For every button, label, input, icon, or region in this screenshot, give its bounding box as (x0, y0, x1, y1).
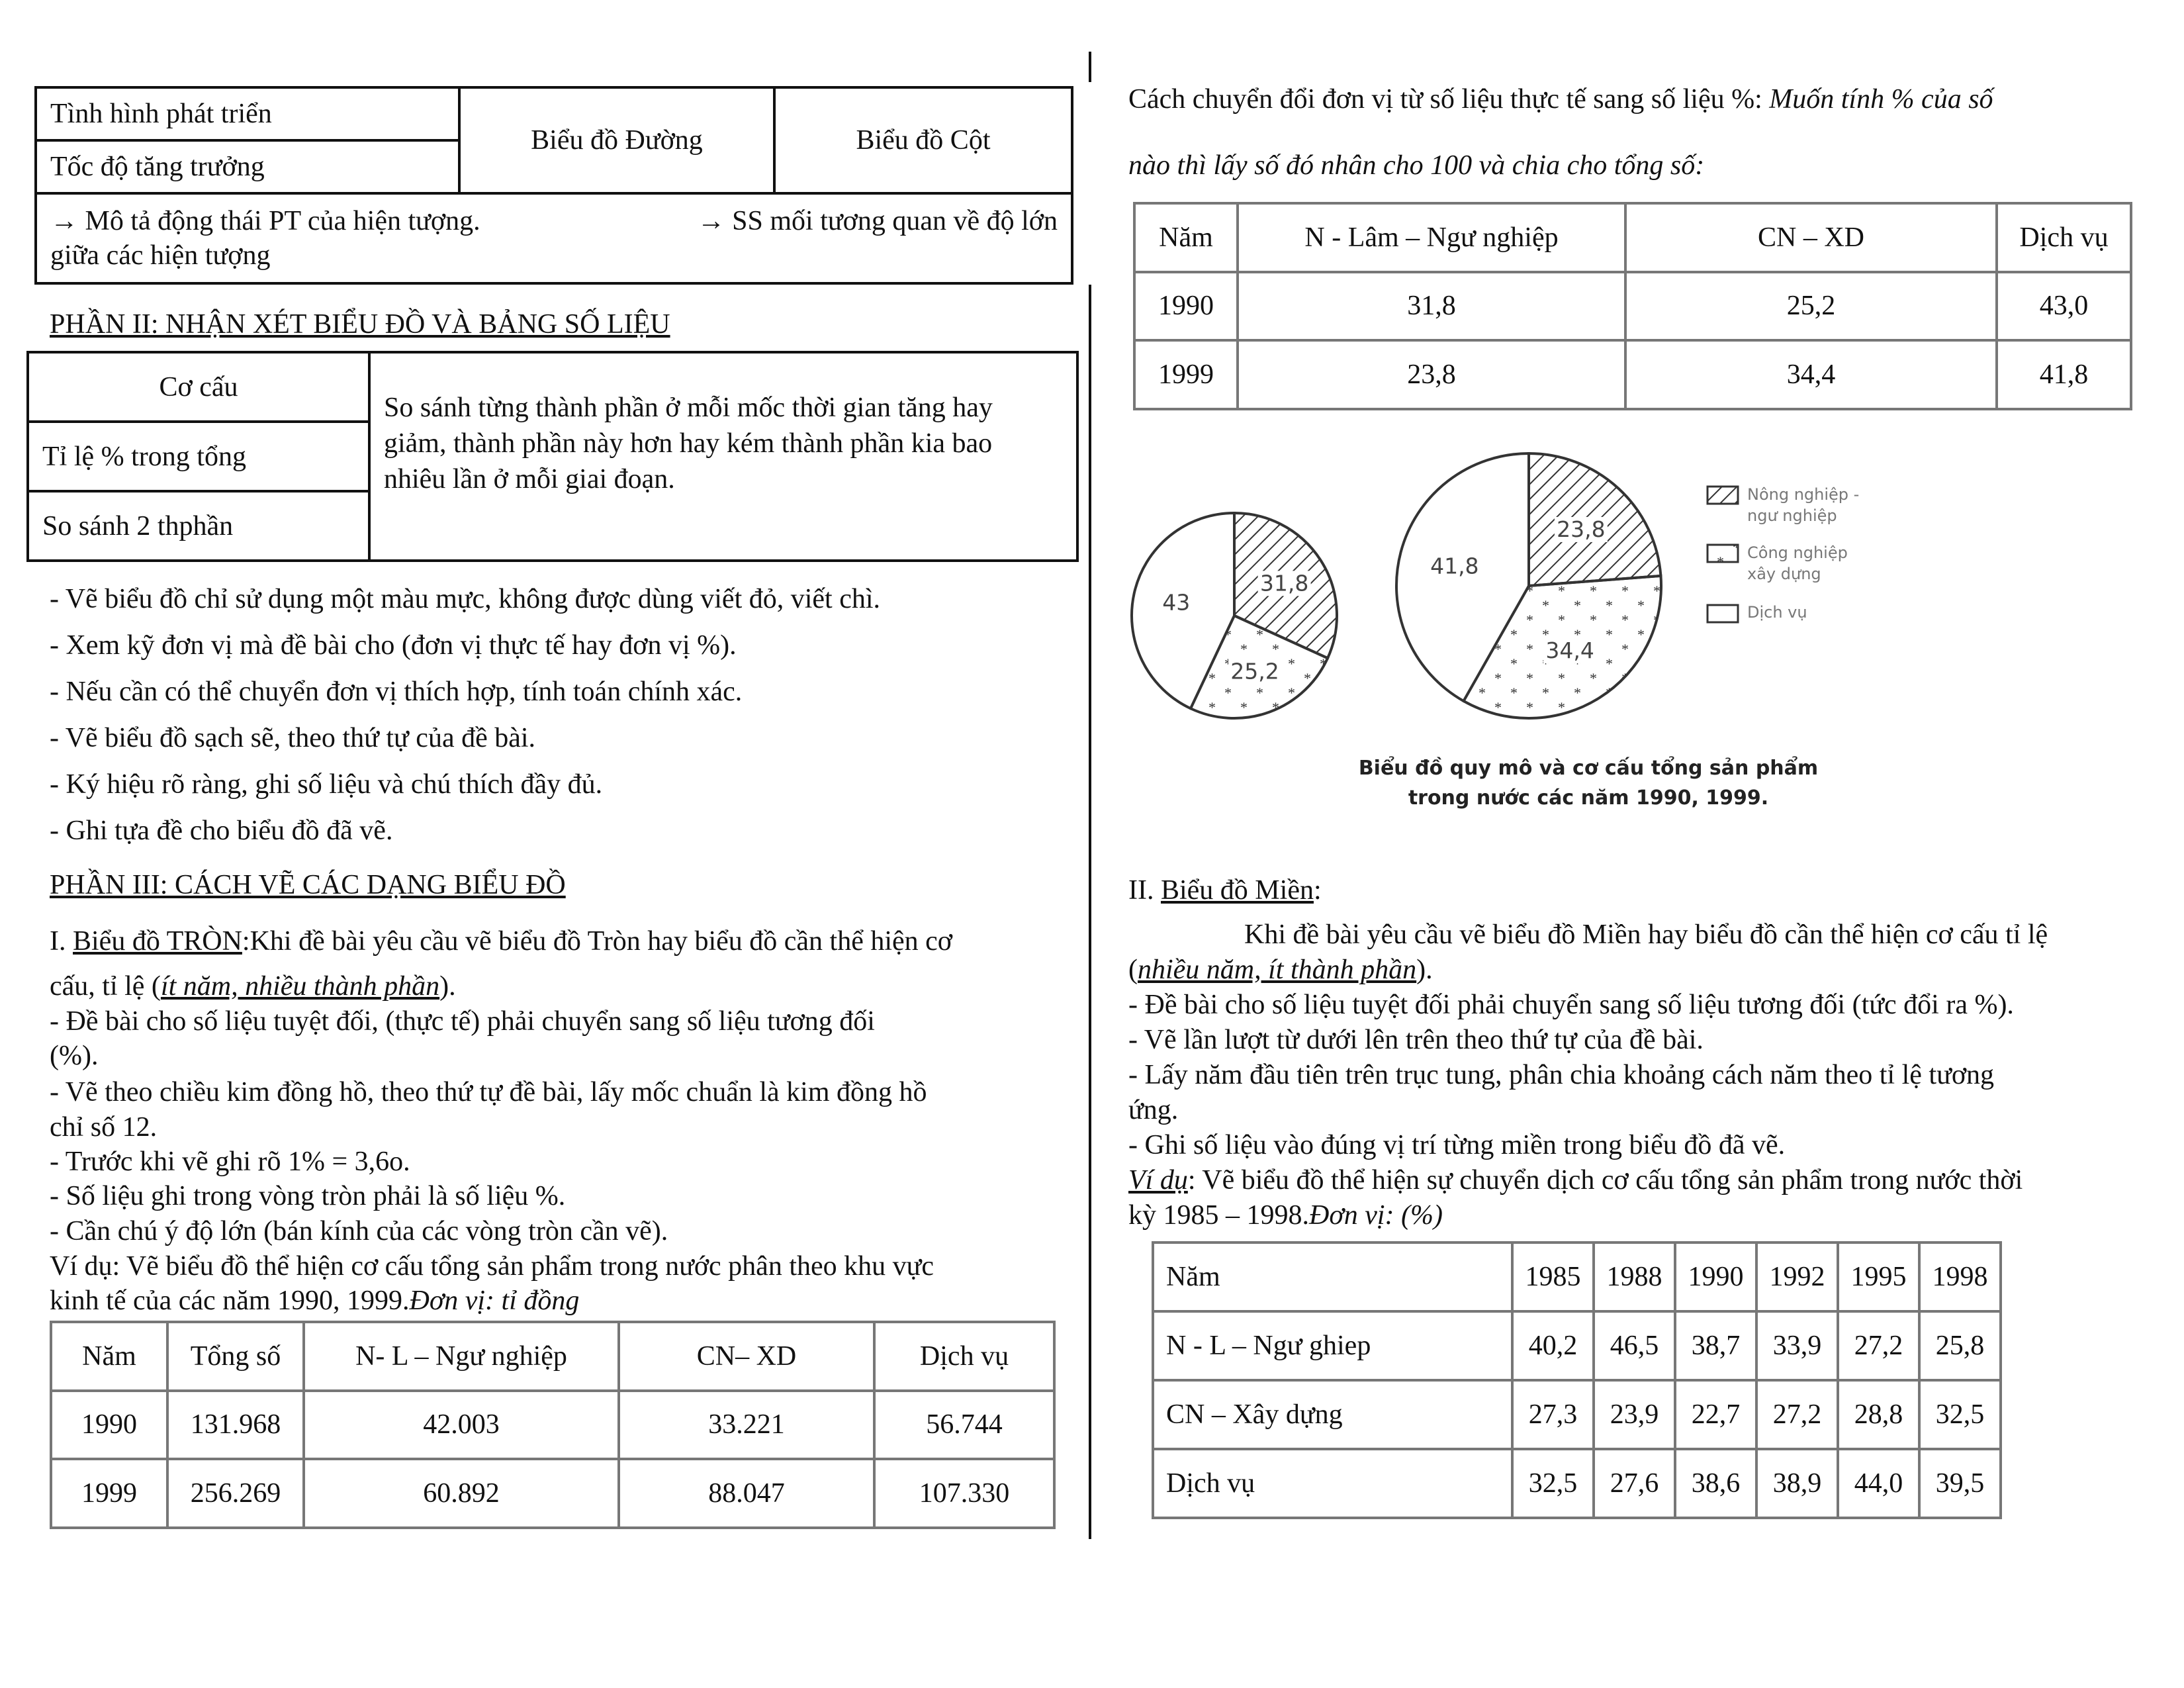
cell-bieu-do-duong: Biểu đồ Đường (459, 87, 774, 193)
conversion-line2: nào thì lấy số đó nhân cho 100 và chia cho tổng số: (1128, 150, 1705, 181)
cell-notes (36, 193, 1072, 283)
table-row: N - L – Ngư ghiep 40,2 46,5 38,7 33,9 27,2 25,8 (1153, 1311, 2001, 1380)
pie-1999 (1396, 453, 1661, 718)
chart-title-line1: Biểu đồ quy mô và cơ cấu tổng sản phẩm (1358, 757, 1819, 780)
cell-toc-do: Tốc độ tăng trưởng (36, 140, 459, 193)
mien-rule-3: - Lấy năm đầu tiên trên trục tung, phân chia khoảng cách năm theo tỉ lệ tương (1128, 1060, 1995, 1090)
note-left: → Mô tả động thái PT của hiện tượng. (50, 206, 480, 236)
conversion-line1: Cách chuyển đổi đơn vị từ số liệu thực tế sang số liệu %: Muốn tính % của số (1128, 84, 1993, 115)
table-row: 1990 131.968 42.003 33.221 56.744 (51, 1391, 1054, 1460)
mien-rule-1: - Đề bài cho số liệu tuyệt đối phải chuyển sang số liệu tương đối (tức đổi ra %). (1128, 990, 2014, 1020)
pie-rule-1b: (%). (50, 1041, 99, 1071)
column-separator (1089, 285, 1091, 1539)
pie-rule-4: - Số liệu ghi trong vòng tròn phải là số liệu %. (50, 1181, 566, 1211)
row-so-sanh: So sánh 2 thphần (28, 491, 369, 561)
legend-label-nong-nghiep-1: Nông nghiệp - (1747, 485, 1860, 504)
pie-example-line1: Ví dụ: Vẽ biểu đồ thể hiện cơ cấu tổng sản phẩm trong nước phân theo khu vực (50, 1251, 934, 1282)
part3-heading: PHẦN III: CÁCH VẼ CÁC DẠNG BIỂU ĐỒ (50, 870, 566, 900)
pie-label-1999-0: 23,8 (1557, 516, 1606, 542)
mien-rule-3b: ứng. (1128, 1095, 1179, 1125)
pie-rule-1: - Đề bài cho số liệu tuyệt đối, (thực tế) phải chuyển sang số liệu tương đối (50, 1006, 875, 1037)
pie-section-title: I. Biểu đồ TRÒN:Khi đề bài yêu cầu vẽ biểu đồ Tròn hay biểu đồ cần thể hiện cơ (50, 926, 953, 957)
mien-line1: Khi đề bài yêu cầu vẽ biểu đồ Miền hay biểu đồ cần thể hiện cơ cấu tỉ lệ (1244, 919, 2048, 950)
mien-rule-2: - Vẽ lần lượt từ dưới lên trên theo thứ tự của đề bài. (1128, 1025, 1704, 1055)
row-co-cau: Cơ cấu (28, 352, 369, 422)
absolute-data-table: Năm Tổng số N- L – Ngư nghiệp CN– XD Dịch vụ 1990 131.968 42.003 33.221 56.744 1999 256.269 60.892 88.047 107.330 (50, 1321, 1056, 1529)
mien-data-table: Năm 1985 1988 1990 1992 1995 1998 N - L – Ngư ghiep 40,2 46,5 38,7 33,9 27,2 25,8 CN – Xây dựng 27,3 23,9 22,7 27,2 28,8 32,5 Dịch vụ 32,5 27,6 38,6 38,9 44,0 39,5 (1152, 1241, 2002, 1519)
bullet-6: - Ghi tựa đề cho biểu đồ đã vẽ. (50, 816, 393, 846)
pie-label-1990-1: 25,2 (1230, 658, 1279, 684)
legend-swatch-nong-nghiep (1707, 487, 1738, 504)
legend-label-nong-nghiep-2: ngư nghiệp (1747, 506, 1837, 525)
note-right: → SS mối tương quan về độ lớn (697, 206, 1058, 236)
bullet-1: - Vẽ biểu đồ chỉ sử dụng một màu mực, không được dùng viết đỏ, viết chì. (50, 584, 881, 614)
mien-example-line1: Ví dụ: Vẽ biểu đồ thể hiện sự chuyển dịch cơ cấu tổng sản phẩm trong nước thời (1128, 1165, 2023, 1196)
pie-rule-2: - Vẽ theo chiều kim đồng hồ, theo thứ tự đề bài, lấy mốc chuẩn là kim đồng hồ (50, 1077, 927, 1107)
part2-heading: PHẦN II: NHẬN XÉT BIỂU ĐỒ VÀ BẢNG SỐ LIỆU (50, 309, 670, 340)
table-row: 1990 31,8 25,2 43,0 (1134, 272, 2131, 341)
pie-rule-5: - Cần chú ý độ lớn (bán kính của các vòng tròn cần vẽ). (50, 1216, 668, 1246)
percent-data-table: Năm N - Lâm – Ngư nghiệp CN – XD Dịch vụ 1990 31,8 25,2 43,0 1999 23,8 34,4 41,8 (1133, 202, 2132, 410)
pie-rule-2b: chỉ số 12. (50, 1112, 158, 1143)
pie-label-1999-1: 34,4 (1545, 637, 1594, 663)
pie-label-1999-2: 41,8 (1430, 553, 1479, 579)
note-line2: giữa các hiện tượng (50, 240, 271, 271)
pie-example-line2: kinh tế của các năm 1990, 1999.Đơn vị: tỉ đồng (50, 1286, 580, 1316)
legend-label-dich-vu: Dịch vụ (1747, 603, 1807, 622)
part2-desc: So sánh từng thành phần ở mỗi mốc thời gian tăng hay giảm, thành phần này hơn hay kém thành phần kia bao nhiêu lần ở mỗi giai đoạn. (369, 352, 1077, 561)
mien-rule-4: - Ghi số liệu vào đúng vị trí từng miền trong biểu đồ đã vẽ. (1128, 1130, 1786, 1160)
table-row: 1999 256.269 60.892 88.047 107.330 (51, 1459, 1054, 1528)
cell-bieu-do-cot: Biểu đồ Cột (774, 87, 1072, 193)
row-ti-le: Tỉ lệ % trong tổng (28, 422, 369, 491)
pie-rule-3: - Trước khi vẽ ghi rõ 1% = 3,6o. (50, 1147, 410, 1177)
pie-chart-figure (1125, 424, 2131, 827)
table-row: Dịch vụ 32,5 27,6 38,6 38,9 44,0 39,5 (1153, 1449, 2001, 1518)
mien-example-line2: kỳ 1985 – 1998.Đơn vị: (%) (1128, 1200, 1443, 1231)
legend-label-cong-nghiep-2: xây dựng (1747, 565, 1821, 583)
bullet-2: - Xem kỹ đơn vị mà đề bài cho (đơn vị thực tế hay đơn vị %). (50, 630, 737, 661)
bullet-5: - Ký hiệu rõ ràng, ghi số liệu và chú thích đầy đủ. (50, 769, 603, 800)
part2-table (26, 351, 1079, 562)
bullet-4: - Vẽ biểu đồ sạch sẽ, theo thứ tự của đề bài. (50, 723, 536, 753)
legend-swatch-dich-vu (1707, 605, 1738, 622)
table-row: 1999 23,8 34,4 41,8 (1134, 340, 2131, 409)
legend-swatch-cong-nghiep (1707, 545, 1738, 562)
legend-label-cong-nghiep-1: Công nghiệp (1747, 543, 1848, 562)
chart-type-table (34, 86, 1073, 285)
mien-line2: (nhiều năm, ít thành phần). (1128, 955, 1433, 985)
pie-1990 (1132, 513, 1337, 718)
pie-label-1990-0: 31,8 (1259, 570, 1309, 596)
pie-section-line2: cấu, tỉ lệ (ít năm, nhiều thành phần). (50, 971, 456, 1002)
column-separator-top (1089, 52, 1091, 82)
cell-tinh-hinh: Tình hình phát triển (36, 87, 459, 140)
mien-section-title: II. Biểu đồ Miền: (1128, 875, 1322, 906)
pie-label-1990-2: 43 (1162, 589, 1191, 616)
bullet-3: - Nếu cần có thể chuyển đơn vị thích hợp, tính toán chính xác. (50, 677, 743, 707)
chart-legend (1707, 485, 1859, 622)
table-row: CN – Xây dựng 27,3 23,9 22,7 27,2 28,8 32,5 (1153, 1380, 2001, 1449)
chart-title-line2: trong nước các năm 1990, 1999. (1408, 786, 1769, 810)
